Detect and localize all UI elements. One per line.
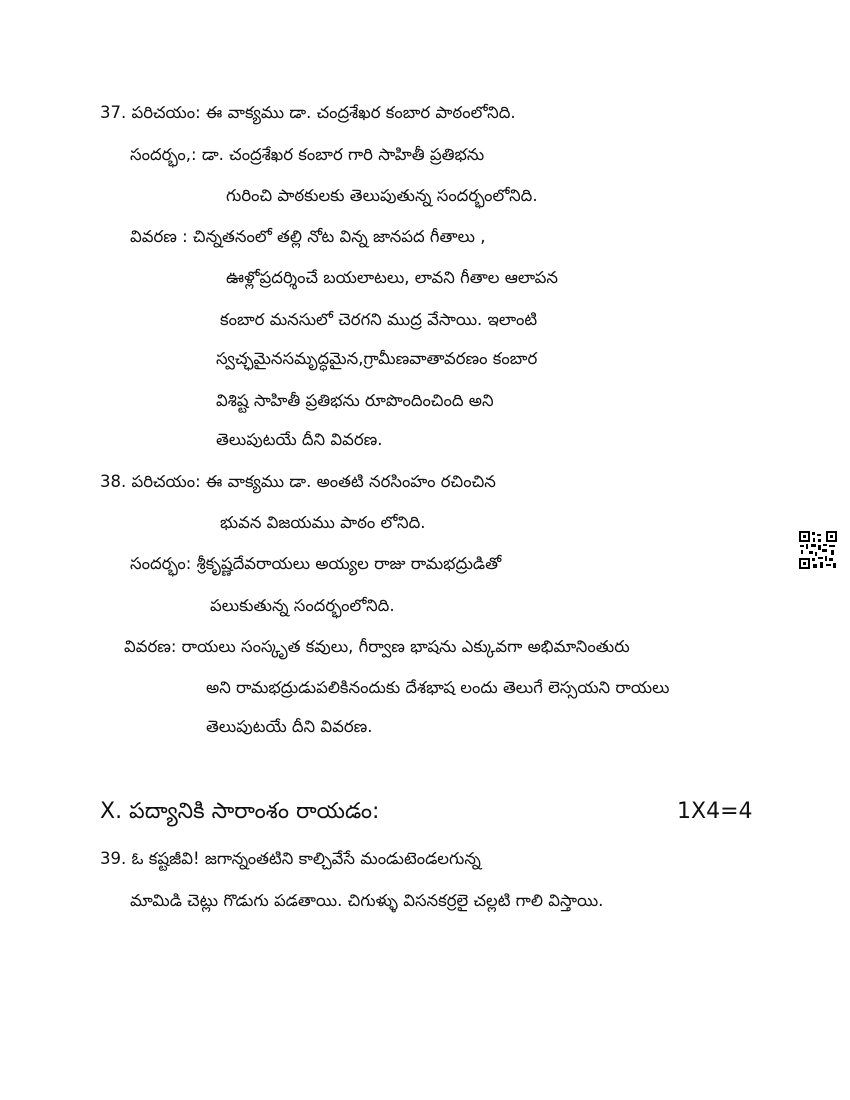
q38-introduction: 38. పరిచయం: ఈ వాక్యము డా. అంతటి నరసింహం రచించిన [100,472,496,491]
q37-explanation: వివరణ : చిన్నతనంలో తల్లి నోట విన్న జానపద గీతాలు , [130,227,486,246]
q38-explanation-cont-1: అని రామభద్రుడుపలికినందుకు దేశభాష లందు తెలుగే లెస్సయని రాయలు [206,678,670,697]
q37-context: సందర్భం,: డా. చంద్రశేఖర కంబార గారి సాహితీ ప్రతిభను [130,145,485,164]
section-heading: X. పద్యానికి సారాంశం రాయడం: [100,799,380,824]
q37-introduction: 37. పరిచయం: ఈ వాక్యము డా. చంద్రశేఖర కంబార పాఠంలోనిది. [100,103,516,122]
q37-explanation-cont-2: కంబార మనసులో చెరగని ముద్ర వేసాయి. ఇలాంటి [220,310,538,329]
q38-context-cont: పలుకుతున్న సందర్భంలోనిది. [210,596,395,615]
q37-explanation-cont-5: తెలుపుటయే దీని వివరణ. [216,430,383,449]
q38-introduction-cont: భువన విజయము పాఠం లోనిది. [220,513,426,532]
qr-code-icon [798,530,838,570]
q37-explanation-cont-1: ఊళ్లోప్రదర్శించే బయలాటలు, లావని గీతాల ఆలాపన [226,268,558,287]
section-marks: 1X4=4 [677,799,753,824]
q37-explanation-cont-3: స్వచ్ఛమైనసమృద్ధమైన,గ్రామీణవాతావరణం కంబార [216,349,538,368]
q39-line-1: 39. ఓ కష్టజీవి! జగాన్నంతటిని కాల్చివేసే మండుటెండలగున్న [100,849,481,868]
q37-explanation-cont-4: విశిష్ట సాహితీ ప్రతిభను రూపొందించింది అని [216,391,494,410]
q39-line-2: మామిడి చెట్లు గొడుగు పడతాయి. చిగుళ్ళు విసనకర్రలై చల్లటి గాలి విస్తాయి. [130,891,604,910]
q38-explanation: వివరణ: రాయలు సంస్కృత కవులు, గీర్వాణ భాషను ఎక్కువగా అభిమానింతురు [124,637,630,656]
q37-context-cont: గురించి పాఠకులకు తెలుపుతున్న సందర్భంలోనిది. [226,186,538,205]
q38-explanation-cont-2: తెలుపుటయే దీని వివరణ. [206,717,373,736]
q38-context: సందర్భం: శ్రీకృష్ణదేవరాయలు అయ్యల రాజు రామభద్రుడితో [130,554,502,573]
